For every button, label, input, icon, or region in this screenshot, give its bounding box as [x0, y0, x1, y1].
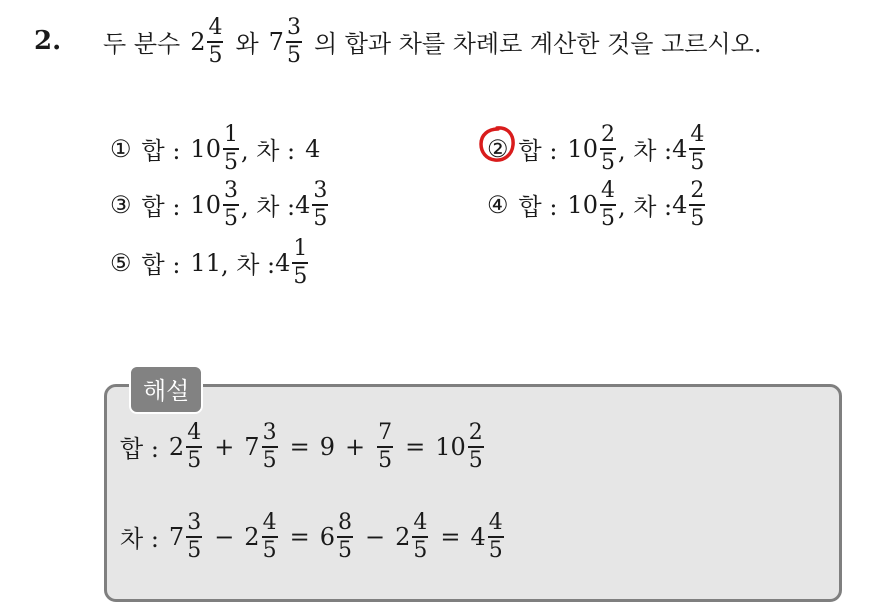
term-whole: 6: [319, 522, 335, 551]
term-fraction: [186, 512, 202, 562]
denominator: 5: [262, 537, 277, 563]
diff-label: , 차 :: [617, 193, 673, 222]
option-1[interactable]: [110, 124, 320, 174]
numerator: 4: [488, 510, 503, 535]
solution-diff-line: [120, 512, 506, 562]
denominator: 5: [223, 205, 238, 231]
sum-label: 합 :: [141, 137, 181, 166]
sum-fraction: [223, 180, 239, 230]
numerator: 2: [690, 178, 705, 203]
denominator: 5: [313, 205, 328, 231]
term-fraction: [377, 422, 393, 472]
stem-frac2-whole: 7: [268, 27, 284, 56]
sum-label: 합 :: [120, 435, 159, 464]
stem-frac2: [286, 17, 302, 67]
option-mark: ①: [110, 134, 132, 163]
result-fraction: [468, 422, 484, 472]
diff-whole: 4: [672, 134, 688, 163]
term-whole: 7: [168, 522, 185, 551]
numerator: 4: [187, 420, 202, 445]
option-mark: ④: [487, 190, 509, 219]
term-fraction: [262, 422, 278, 472]
operator: −: [214, 522, 235, 551]
stem-suffix: 의 합과 차를 차례로 계산한 것을 고르시오.: [313, 30, 762, 59]
numerator: 2: [600, 122, 615, 147]
diff-fraction: [312, 180, 328, 230]
term-fraction: [262, 512, 278, 562]
denominator: 5: [286, 42, 301, 68]
solution-tag: 해설: [129, 365, 203, 414]
numerator: 3: [286, 15, 301, 40]
stem-frac1: [207, 17, 223, 67]
numerator: 4: [690, 122, 705, 147]
denominator: 5: [468, 447, 483, 473]
numerator: 2: [468, 420, 483, 445]
option-5[interactable]: [110, 238, 310, 288]
denominator: 5: [293, 263, 308, 289]
numerator: 4: [262, 510, 277, 535]
denominator: 5: [690, 149, 705, 175]
denominator: 5: [187, 447, 202, 473]
diff-label: , 차 :: [220, 251, 276, 280]
numerator: 3: [313, 178, 328, 203]
result-fraction: [488, 512, 504, 562]
option-2[interactable]: [487, 124, 707, 174]
result-whole: 4: [470, 522, 486, 551]
denominator: 5: [223, 149, 238, 175]
numerator: 1: [223, 122, 238, 147]
numerator: 8: [337, 510, 352, 535]
option-mark: ⑤: [110, 248, 132, 277]
diff-fraction: [292, 238, 308, 288]
term-fraction: [186, 422, 202, 472]
numerator: 3: [223, 178, 238, 203]
diff-label: , 차 :: [617, 137, 673, 166]
diff-whole: 4: [672, 190, 688, 219]
numerator: 4: [600, 178, 615, 203]
operator: +: [344, 432, 366, 461]
result-whole: 10: [435, 432, 466, 461]
denominator: 5: [262, 447, 277, 473]
stem-frac1-whole: 2: [190, 27, 206, 56]
sum-whole: 10: [567, 134, 598, 163]
diff-value: 4: [305, 134, 321, 163]
term-whole: 2: [168, 432, 185, 461]
sum-whole: 10: [567, 190, 598, 219]
sum-value: 11: [190, 248, 221, 277]
equals: =: [440, 522, 461, 551]
option-4[interactable]: [487, 180, 707, 230]
sum-fraction: [600, 124, 616, 174]
equals: =: [289, 522, 310, 551]
denominator: 5: [378, 447, 393, 473]
term-whole: 2: [244, 522, 260, 551]
term-fraction: [337, 512, 353, 562]
operator: +: [214, 432, 235, 461]
term-fraction: [412, 512, 428, 562]
option-mark: ③: [110, 190, 132, 219]
diff-whole: 4: [275, 248, 291, 277]
solution-sum-line: [120, 422, 486, 472]
denominator: 5: [337, 537, 352, 563]
sum-label: 합 :: [518, 137, 558, 166]
term-whole: 7: [244, 432, 260, 461]
denominator: 5: [413, 537, 428, 563]
question-number: 2.: [34, 26, 62, 56]
numerator: 3: [187, 510, 202, 535]
numerator: 4: [208, 15, 223, 40]
stem-prefix: 두 분수: [103, 30, 181, 59]
equals: =: [289, 432, 310, 461]
sum-whole: 10: [190, 190, 221, 219]
sum-label: 합 :: [141, 193, 181, 222]
solution-box: [104, 384, 842, 602]
diff-whole: 4: [295, 190, 311, 219]
diff-label: , 차 :: [240, 137, 296, 166]
term-whole: 2: [395, 522, 411, 551]
denominator: 5: [600, 149, 615, 175]
stem-conj: 와: [235, 30, 259, 59]
operator: −: [364, 522, 386, 551]
option-3[interactable]: [110, 180, 330, 230]
denominator: 5: [488, 537, 503, 563]
denominator: 5: [690, 205, 705, 231]
numerator: 4: [413, 510, 428, 535]
denominator: 5: [208, 42, 223, 68]
diff-label: 차 :: [120, 525, 159, 554]
denominator: 5: [187, 537, 202, 563]
term-whole: 9: [319, 432, 335, 461]
option-mark: ②: [487, 134, 509, 163]
numerator: 7: [378, 420, 393, 445]
equals: =: [405, 432, 426, 461]
denominator: 5: [600, 205, 615, 231]
diff-fraction: [689, 180, 705, 230]
question-stem: [103, 17, 761, 67]
sum-fraction: [223, 124, 239, 174]
numerator: 3: [262, 420, 277, 445]
numerator: 1: [293, 236, 308, 261]
sum-label: 합 :: [141, 251, 181, 280]
sum-fraction: [600, 180, 616, 230]
sum-whole: 10: [190, 134, 221, 163]
diff-fraction: [689, 124, 705, 174]
diff-label: , 차 :: [240, 193, 296, 222]
sum-label: 합 :: [518, 193, 558, 222]
